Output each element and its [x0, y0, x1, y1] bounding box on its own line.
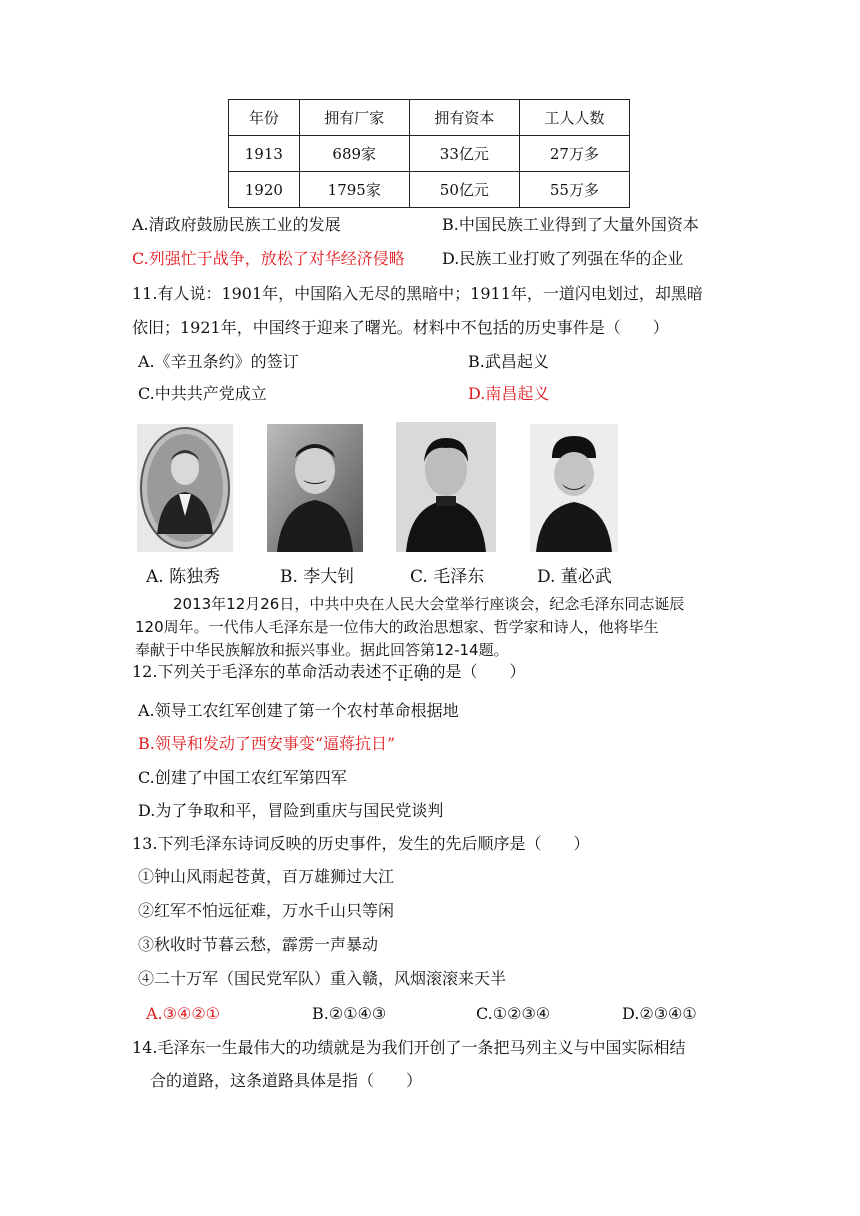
material-line3: 奉献于中华民族解放和振兴事业。据此回答第12-14题。: [135, 641, 509, 659]
q10-option-a: A.清政府鼓励民族工业的发展: [132, 215, 341, 234]
table-cell: 33亿元: [409, 136, 519, 172]
q12-stem-prefix: 12.下列关于毛泽东的革命活动表述: [132, 662, 382, 681]
q12-emphasis-char: 确: [413, 662, 430, 681]
table-row: [229, 172, 630, 208]
q13-option-d: D.②③④①: [622, 1004, 697, 1023]
material-paragraph: [135, 593, 735, 662]
material-line1: 2013年12月26日，中共中央在人民大会堂举行座谈会，纪念毛泽东同志诞辰: [173, 595, 685, 613]
q13-option-a-answer: A.③④②①: [146, 1004, 221, 1023]
table-cell: 55万多: [519, 172, 629, 208]
table-cell: 50亿元: [409, 172, 519, 208]
q13-item-3: ③秋收时节暮云愁，霹雳一声暴动: [138, 935, 379, 954]
q13-option-c: C.①②③④: [476, 1004, 551, 1023]
q11-option-c: C.中共共产党成立: [138, 384, 267, 403]
table-cell: 1920: [229, 172, 300, 208]
q13-item-4: ④二十万军（国民党军队）重入赣，风烟滚滚来天半: [138, 969, 507, 988]
q12-emphasis-char: 正: [397, 662, 414, 681]
portrait-photo-a: [137, 424, 233, 552]
q13-stem: 13.下列毛泽东诗词反映的历史事件，发生的先后顺序是（ ）: [132, 834, 590, 853]
photo-caption-d: D. 董必武: [537, 567, 612, 587]
q11-option-a: A.《辛丑条约》的签订: [138, 352, 299, 371]
photo-caption-b: B. 李大钊: [280, 567, 355, 587]
portrait-photo-c: [396, 422, 496, 552]
photo-caption-c: C. 毛泽东: [410, 567, 485, 587]
q11-option-d-answer: D.南昌起义: [468, 384, 550, 403]
q10-option-d: D.民族工业打败了列强在华的企业: [442, 249, 684, 268]
q13-item-1: ①钟山风雨起苍黄，百万雄狮过大江: [138, 867, 395, 886]
material-line2: 120周年。一代伟人毛泽东是一位伟大的政治思想家、哲学家和诗人，他将毕生: [135, 618, 659, 636]
table-row: [229, 136, 630, 172]
q12-option-c: C.创建了中国工农红军第四军: [138, 768, 347, 787]
q11-stem-line1: 11.有人说：1901年，中国陷入无尽的黑暗中；1911年，一道闪电划过，却黑暗: [132, 284, 703, 303]
table-header-cell: 拥有厂家: [299, 100, 409, 136]
q10-option-c-answer: C.列强忙于战争，放松了对华经济侵略: [132, 249, 405, 268]
q10-option-b: B.中国民族工业得到了大量外国资本: [442, 215, 699, 234]
q11-option-b: B.武昌起义: [468, 352, 549, 371]
table-cell: 27万多: [519, 136, 629, 172]
q12-emphasis-char: 不: [381, 662, 398, 681]
q12-stem: [132, 662, 526, 682]
portrait-photo-b: [267, 424, 363, 552]
q11-stem-line2: 依旧；1921年，中国终于迎来了曙光。材料中不包括的历史事件是（ ）: [132, 318, 669, 337]
q12-option-d: D.为了争取和平，冒险到重庆与国民党谈判: [138, 801, 444, 820]
photo-caption-a: A. 陈独秀: [146, 567, 221, 587]
q13-item-2: ②红军不怕远征难，万水千山只等闲: [138, 901, 395, 920]
q12-stem-suffix: 的是（ ）: [429, 662, 526, 681]
q14-stem-line2: 合的道路，这条道路具体是指（ ）: [150, 1071, 423, 1090]
table-header-cell: 拥有资本: [409, 100, 519, 136]
q12-option-a: A.领导工农红军创建了第一个农村革命根据地: [138, 701, 459, 720]
q13-option-b: B.②①④③: [312, 1004, 387, 1023]
q12-option-b-answer: B.领导和发动了西安事变“逼蒋抗日”: [138, 734, 396, 753]
table-cell: 689家: [299, 136, 409, 172]
q14-stem-line1: 14.毛泽东一生最伟大的功绩就是为我们开创了一条把马列主义与中国实际相结: [132, 1038, 686, 1057]
table-cell: 1795家: [299, 172, 409, 208]
table-header-cell: 年份: [229, 100, 300, 136]
table-header-cell: 工人人数: [519, 100, 629, 136]
portrait-photo-d: [530, 424, 618, 552]
table-cell: 1913: [229, 136, 300, 172]
industry-data-table: [228, 99, 630, 208]
table-header-row: [229, 100, 630, 136]
